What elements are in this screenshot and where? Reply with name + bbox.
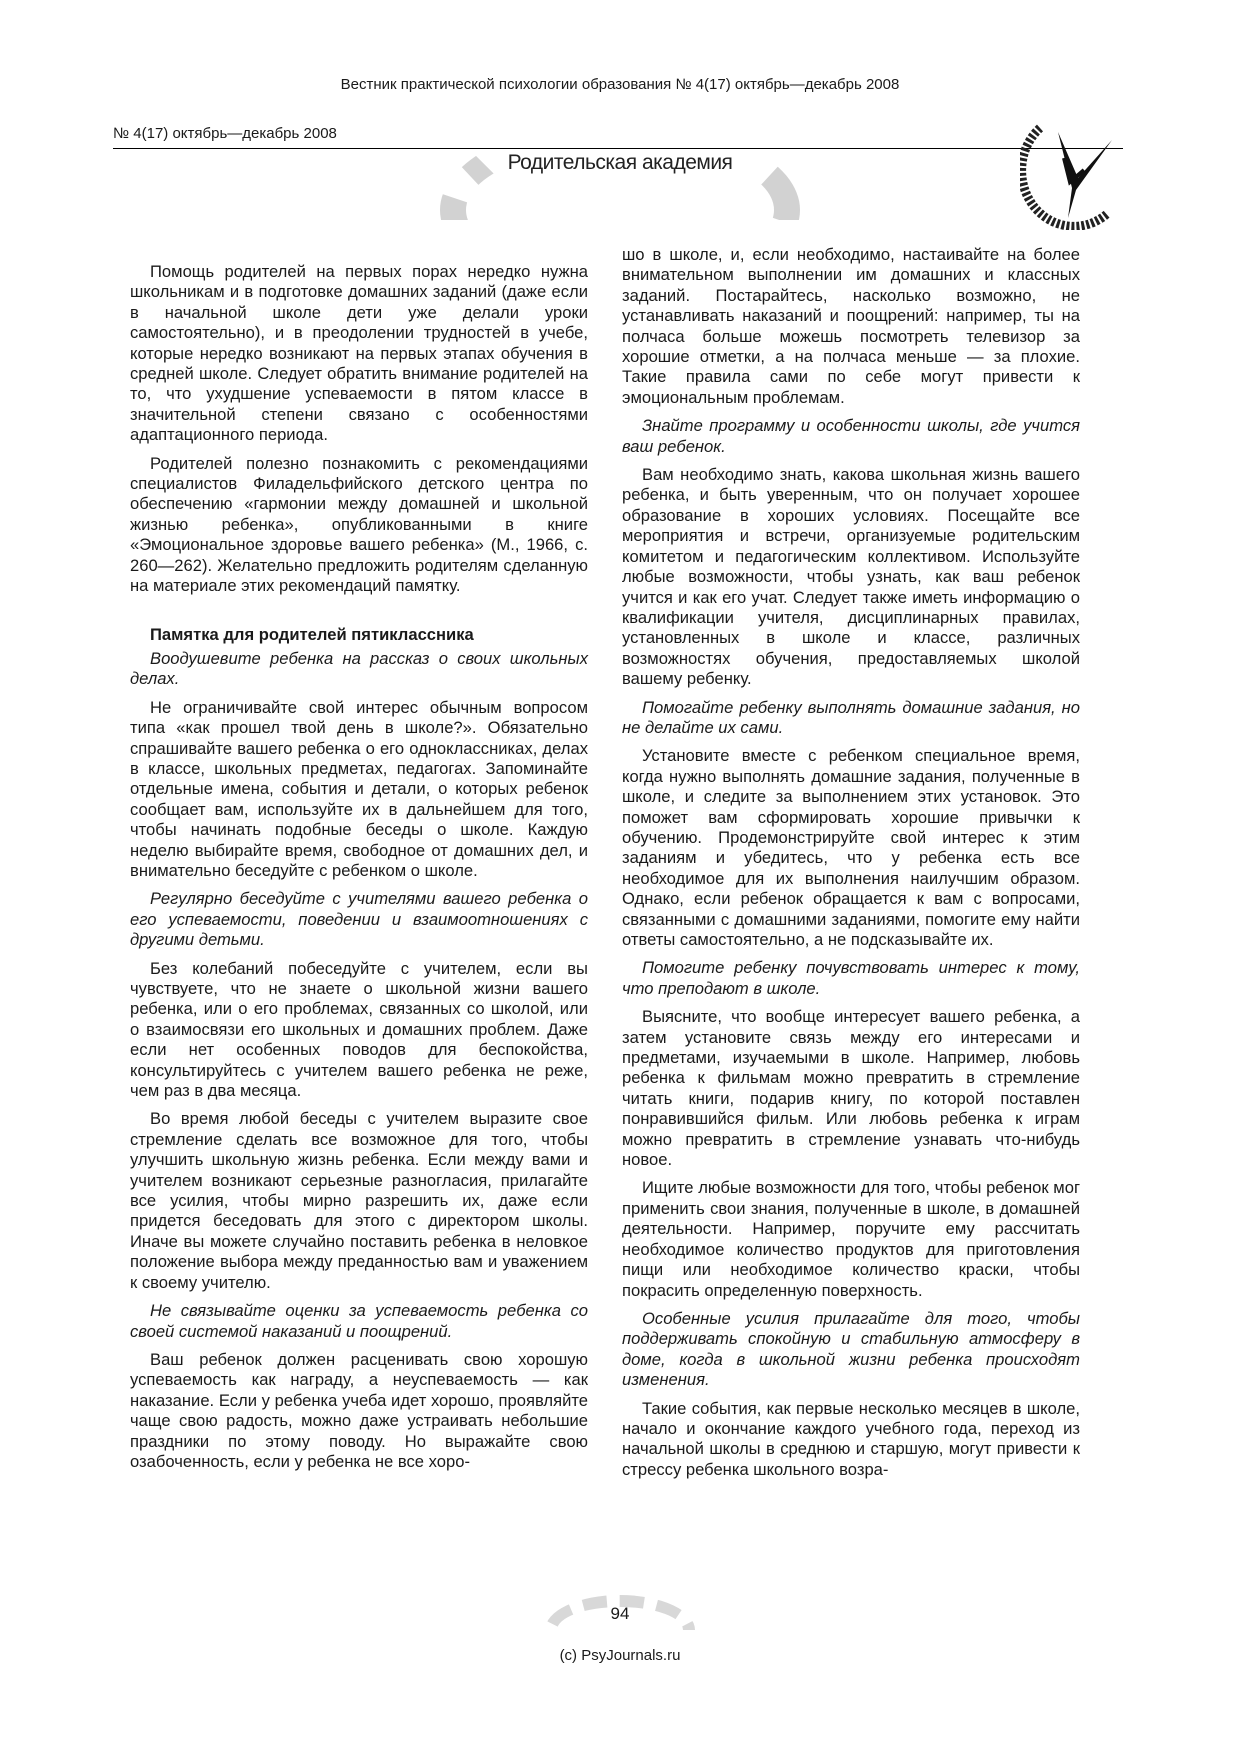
paragraph: Не ограничивайте свой интерес обычным вопросом типа «как прошел твой день в школе?». Обязательно спрашивайте вашего ребенка о его одноклассниках, делах в классе, школьных предметах, педагогах. Запоминайте отдельные имена, события и детали, о которых ребенок сообщает вам, используйте их в дальнейшем для того, чтобы начинать подобные беседы о школе. Каждую неделю выбирайте время, свободное от домашних дел, и внимательно беседуйте с ребенком о школе.: [130, 697, 588, 880]
section-title: Родительская академия: [507, 151, 733, 174]
paragraph: Ищите любые возможности для того, чтобы ребенок мог применить свои знания, полученные в школе, в домашней деятельности. Например, поручите ему рассчитать необходимое количество продуктов для приготовления пищи или необходимое количество краски, чтобы покрасить определенную поверхность.: [622, 1178, 1080, 1300]
italic-tip: Знайте программу и особенности школы, где учится ваш ребенок.: [622, 416, 1080, 456]
italic-tip: Воодушевите ребенка на рассказ о своих школьных делах.: [130, 648, 588, 689]
paragraph: Ваш ребенок должен расценивать свою хорошую успеваемость как награду, а неуспеваемость — как наказание. Если у ребенка учеба идет хорошо, проявляйте чаще свою радость, можно даже устраивать небольшие праздники по этому поводу. Но выражайте свою озабоченность, если у ребенка не все хоро-: [130, 1349, 588, 1471]
paragraph: Помощь родителей на первых порах нередко нужна школьникам и в подготовке домашних заданий (даже если в начальной школе дети уже делали уроки самостоятельно), и в преодолении трудностей в учебе, которые нередко возникают на первых этапах обучения в средней школе. Следует обратить внимание родителей на то, что ухудшение успеваемости в пятом классе в значительной степени связано с особенностями адаптационного периода.: [130, 262, 588, 445]
copyright: (c) PsyJournals.ru: [559, 1647, 681, 1664]
paragraph: Без колебаний побеседуйте с учителем, если вы чувствуете, что не знаете о школьной жизни вашего ребенка, или о его проблемах, связанных со школой, или о взаимосвязи его школьных и домашних проблем. Даже если нет особенных поводов для беспокойства, консультируйтесь с учителем вашего ребенка не реже, чем раз в два месяца.: [130, 958, 588, 1101]
italic-tip: Особенные усилия прилагайте для того, чтобы поддерживать спокойную и стабильную атмосферу в доме, когда в школьной жизни ребенка происходят изменения.: [622, 1308, 1080, 1390]
paragraph: Родителей полезно познакомить с рекомендациями специалистов Филадельфийского детского центра по обеспечению «гармонии между домашней и школьной жизнью ребенка», опубликованными в книге «Эмоциональное здоровье вашего ребенка» (М., 1966, с. 260—262). Желательно предложить родителям сделанную на материале этих рекомендаций памятку.: [130, 453, 588, 596]
journal-logo-icon: [1020, 118, 1118, 230]
left-column: [130, 262, 588, 1480]
page-number: 94: [610, 1604, 630, 1623]
paragraph: Вам необходимо знать, какова школьная жизнь вашего ребенка, и быть уверенным, что он получает хорошее образование в хороших условиях. Посещайте все мероприятия и встречи, организуемые родительским комитетом и педагогическим коллективом. Используйте любые возможности, чтобы узнать, как ваш ребенок учится и как его учат. Следует также иметь информацию о квалификации учителя, дисциплинарных правилах, установленных в школе и классе, различных возможностях обучения, предоставляемых школой вашему ребенку.: [622, 465, 1080, 689]
paragraph: Выясните, что вообще интересует вашего ребенка, а затем установите связь между его интересами и предметами, изучаемыми в школе. Например, любовь ребенка к фильмам можно превратить в стремление читать книги, подарив книгу, по которой поставлен понравившийся фильм. Или любовь ребенка к играм можно превратить в стремление узнавать что-нибудь новое.: [622, 1007, 1080, 1170]
italic-tip: Регулярно беседуйте с учителями вашего ребенка о его успеваемости, поведении и взаимоотношениях с другими детьми.: [130, 889, 588, 950]
issue-label: № 4(17) октябрь—декабрь 2008: [113, 125, 337, 142]
memo-heading: Памятка для родителей пятиклассника: [150, 624, 474, 644]
italic-tip: Не связывайте оценки за успеваемость ребенка со своей системой наказаний и поощрений.: [130, 1301, 588, 1341]
right-column: [622, 245, 1080, 1488]
header-rule: [113, 148, 1123, 149]
paragraph: Такие события, как первые несколько месяцев в школе, начало и окончание каждого учебного года, переход из начальной школы в среднюю и старшую, могут привести к стрессу ребенка школьного возра-: [622, 1398, 1080, 1479]
paragraph: Установите вместе с ребенком специальное время, когда нужно выполнять домашние задания, полученные в школе, и следите за выполнением этих установок. Это поможет вам сформировать хорошие привычки к обучению. Продемонстрируйте свой интерес к этим заданиям и убедитесь, что у ребенка есть все необходимое для их выполнения наилучшим образом. Однако, если ребенок обращается к вам с вопросами, связанными с домашними заданиями, помогите ему найти ответы самостоятельно, а не подсказывайте их.: [622, 746, 1080, 949]
italic-tip: Помогайте ребенку выполнять домашние задания, но не делайте их сами.: [622, 697, 1080, 737]
italic-tip: Помогите ребенку почувствовать интерес к тому, что преподают в школе.: [622, 958, 1080, 998]
paragraph: Во время любой беседы с учителем выразите свое стремление сделать все возможное для того, чтобы улучшить школьную жизнь ребенка. Если между вами и учителем возникают серьезные разногласия, прилагайте все усилия, чтобы мирно разрешить их, даже если придется беседовать для этого с директором школы. Иначе вы можете случайно поставить ребенка в неловкое положение выбора между преданностью вам и уважением к своему учителю.: [130, 1109, 588, 1292]
journal-title: Вестник практической психологии образования № 4(17) октябрь—декабрь 2008: [340, 76, 900, 93]
paragraph: шо в школе, и, если необходимо, настаивайте на более внимательном выполнении им домашних и классных заданий. Постарайтесь, насколько возможно, не устанавливать наказаний и поощрений: например, ты на полчаса больше можешь посмотреть телевизор за хорошие отметки, а на полчаса меньше — за плохие. Такие правила сами по себе могут привести к эмоциональным проблемам.: [622, 245, 1080, 407]
